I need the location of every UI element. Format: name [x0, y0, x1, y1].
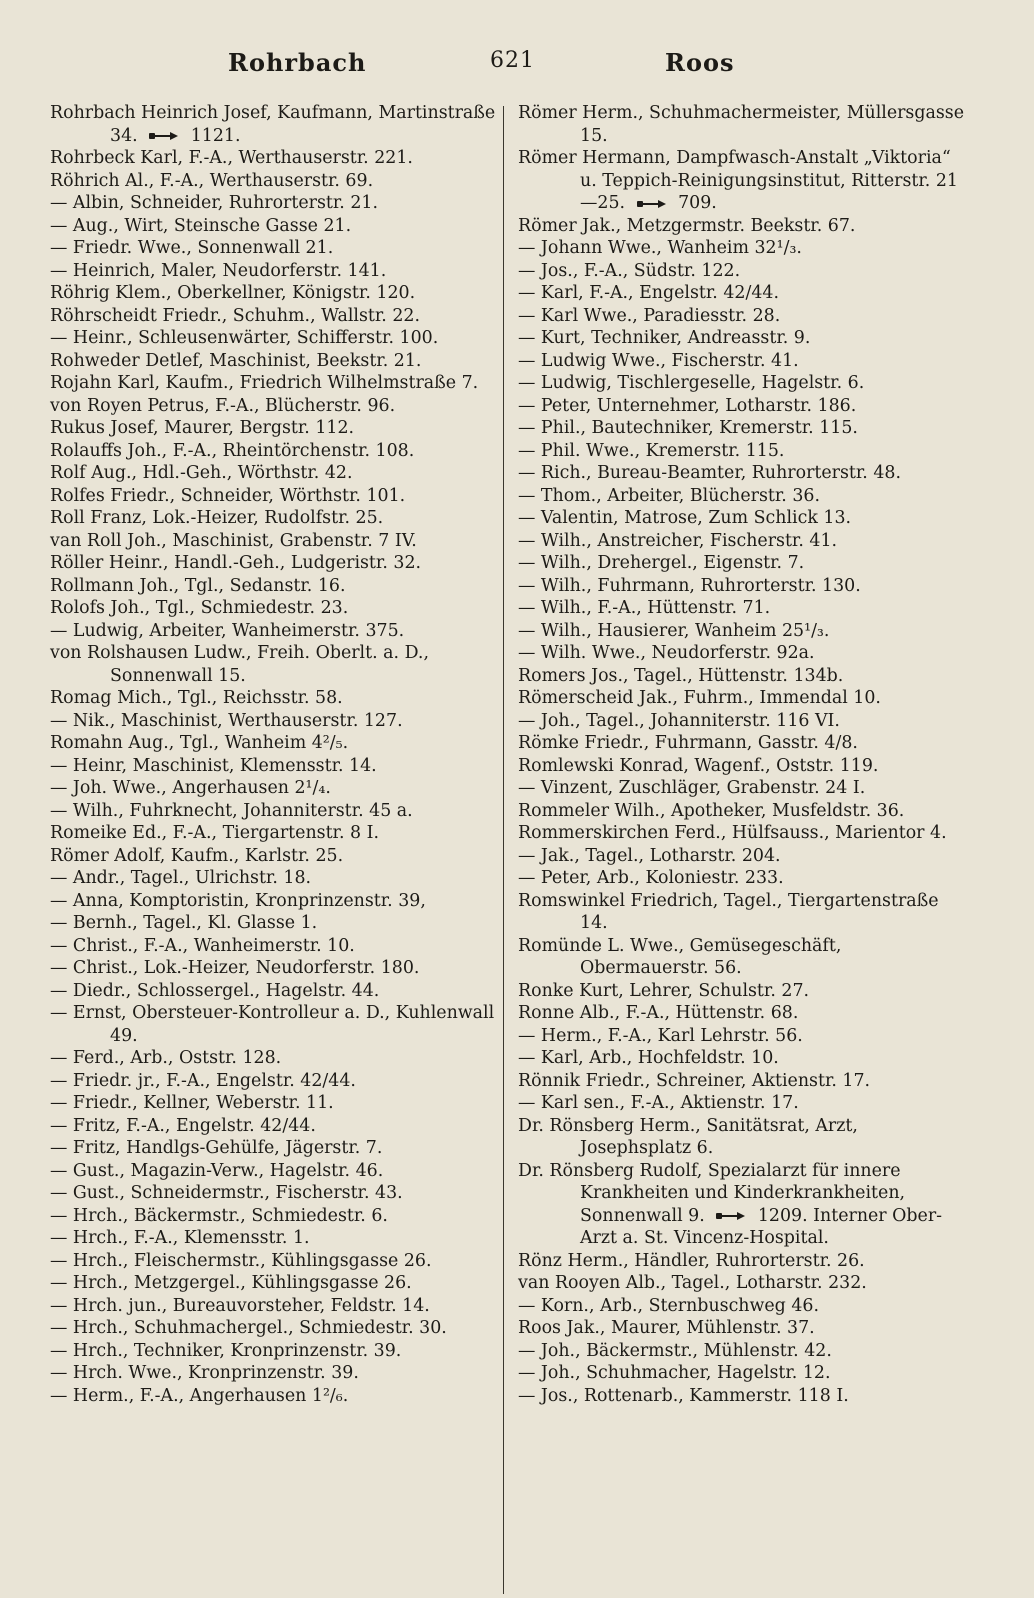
directory-entry — [50, 1070, 498, 1093]
directory-entry — [518, 1272, 970, 1295]
entry-text: — Aug., Wirt, Steinsche Gasse 21. — [50, 215, 352, 236]
entry-text: Roos Jak., Maurer, Mühlenstr. 37. — [518, 1318, 815, 1338]
directory-entry — [50, 1340, 498, 1363]
entry-text: Romeike Ed., F.-A., Tiergartenstr. 8 I. — [50, 823, 380, 843]
entry-text: 1121. — [185, 125, 241, 146]
entry-text: — Phil., Bautechniker, Kremerstr. 115. — [518, 418, 858, 438]
directory-entry — [50, 800, 498, 823]
entry-text: — Gust., Schneidermstr., Fischerstr. 43. — [50, 1183, 403, 1203]
entry-text: — Hrch., Bäckermstr., Schmiedestr. 6. — [50, 1205, 388, 1226]
entry-text: Rojahn Karl, Kaufm., Friedrich Wilhelmstraße 7. — [50, 373, 479, 393]
directory-entry — [50, 1295, 498, 1318]
entry-text: van Rooyen Alb., Tagel., Lotharstr. 232. — [518, 1273, 867, 1293]
directory-entry — [518, 575, 970, 598]
entry-text: Röller Heinr., Handl.-Geh., Ludgeristr. 32. — [50, 553, 422, 573]
directory-entry — [50, 102, 498, 147]
entry-text: Rommerskirchen Ferd., Hülfsauss., Marientor 4. — [518, 823, 947, 843]
directory-entry — [518, 215, 970, 238]
entry-text: — Kurt, Techniker, Andreasstr. 9. — [518, 328, 811, 348]
entry-text: Römer Jak., Metzgermstr. Beekstr. 67. — [518, 215, 856, 236]
directory-entry — [518, 1025, 970, 1048]
entry-text: — Peter, Arb., Koloniestr. 233. — [518, 868, 784, 888]
entry-text: — Jak., Tagel., Lotharstr. 204. — [518, 845, 781, 866]
entry-text: — Karl Wwe., Paradiesstr. 28. — [518, 305, 781, 326]
entry-text: — Ludwig, Arbeiter, Wanheimerstr. 375. — [50, 620, 405, 641]
directory-entry — [50, 1092, 498, 1115]
telephone-receiver-icon — [716, 1210, 746, 1222]
directory-entry — [518, 867, 970, 890]
directory-entry — [518, 980, 970, 1003]
entry-text: Rohrbeck Karl, F.-A., Werthauserstr. 221. — [50, 148, 413, 168]
entry-text: — Ludwig, Tischlergeselle, Hagelstr. 6. — [518, 373, 865, 393]
left-column — [50, 102, 498, 1407]
entry-text: Romag Mich., Tgl., Reichsstr. 58. — [50, 688, 343, 708]
telephone-receiver-icon — [149, 130, 179, 142]
entry-text: Rommeler Wilh., Apotheker, Musfeldstr. 36. — [518, 800, 905, 821]
running-head-right: Roos — [665, 48, 735, 77]
entry-text: — Diedr., Schlossergel., Hagelstr. 44. — [50, 980, 380, 1001]
entry-text: Rohrbach Heinrich Josef, Kaufmann, Martinstraße 34. — [50, 103, 496, 146]
directory-entry — [50, 912, 498, 935]
directory-entry — [50, 282, 498, 305]
directory-entry — [518, 1340, 970, 1363]
column-divider — [503, 106, 504, 1594]
directory-entry — [518, 1047, 970, 1070]
directory-entry — [518, 597, 970, 620]
directory-entry — [518, 1250, 970, 1273]
directory-entry — [518, 642, 970, 665]
directory-entry — [50, 1115, 498, 1138]
directory-entry — [50, 215, 498, 238]
directory-entry — [518, 1160, 970, 1250]
entry-text: Romswinkel Friedrich, Tagel., Tiergartenstraße 14. — [518, 890, 939, 933]
directory-entry — [50, 845, 498, 868]
entry-text: — Ferd., Arb., Oststr. 128. — [50, 1048, 282, 1068]
directory-entry — [518, 1002, 970, 1025]
entry-text: — Korn., Arb., Sternbuschweg 46. — [518, 1295, 819, 1316]
directory-entry — [50, 147, 498, 170]
directory-entry — [518, 372, 970, 395]
directory-entry — [50, 1205, 498, 1228]
entry-text: — Wilh., F.-A., Hüttenstr. 71. — [518, 598, 771, 618]
directory-entry — [50, 440, 498, 463]
entry-text: — Wilh., Anstreicher, Fischerstr. 41. — [518, 530, 838, 551]
directory-entry — [50, 1272, 498, 1295]
directory-entry — [518, 462, 970, 485]
entry-text: — Johann Wwe., Wanheim 32¹/₃. — [518, 238, 802, 258]
telephone-receiver-icon — [637, 198, 667, 210]
entry-text: — Thom., Arbeiter, Blücherstr. 36. — [518, 485, 820, 506]
entry-text: — Heinr., Schleusenwärter, Schifferstr. 100. — [50, 328, 439, 348]
directory-entry — [50, 777, 498, 800]
entry-text: — Fritz, Handlgs-Gehülfe, Jägerstr. 7. — [50, 1138, 383, 1158]
directory-entry — [50, 552, 498, 575]
directory-entry — [518, 1385, 970, 1408]
directory-entry — [518, 552, 970, 575]
directory-entry — [518, 530, 970, 553]
directory-entry — [50, 755, 498, 778]
directory-entry — [50, 1182, 498, 1205]
entry-text: — Gust., Magazin-Verw., Hagelstr. 46. — [50, 1160, 384, 1181]
entry-text: Röhrich Al., F.-A., Werthauserstr. 69. — [50, 170, 374, 191]
directory-entry — [518, 237, 970, 260]
directory-entry — [50, 327, 498, 350]
entry-text: — Wilh. Wwe., Neudorferstr. 92a. — [518, 643, 815, 663]
entry-text: Römke Friedr., Fuhrmann, Gasstr. 4/8. — [518, 733, 858, 753]
directory-entry — [518, 800, 970, 823]
entry-text: Römer Hermann, Dampfwasch-Anstalt „Viktoria“ u. Teppich-Reinigungsinstitut, Ritterstr. 21—25. — [518, 148, 958, 213]
directory-entry — [50, 890, 498, 913]
entry-text: — Hrch., F.-A., Klemensstr. 1. — [50, 1228, 310, 1248]
entry-text: — Herm., F.-A., Karl Lehrstr. 56. — [518, 1025, 803, 1046]
entry-text: — Bernh., Tagel., Kl. Glasse 1. — [50, 913, 318, 933]
entry-text: — Christ., Lok.-Heizer, Neudorferstr. 180. — [50, 958, 420, 978]
directory-entry — [50, 530, 498, 553]
entry-text: von Rolshausen Ludw., Freih. Oberlt. a. D., Sonnenwall 15. — [50, 643, 429, 686]
entry-text: — Karl, Arb., Hochfeldstr. 10. — [518, 1048, 779, 1068]
directory-entry — [518, 485, 970, 508]
entry-text: Ronke Kurt, Lehrer, Schulstr. 27. — [518, 980, 810, 1001]
directory-entry — [518, 417, 970, 440]
directory-entry — [518, 350, 970, 373]
directory-entry — [50, 192, 498, 215]
directory-entry — [518, 507, 970, 530]
directory-entry — [50, 935, 498, 958]
entry-text: — Joh. Wwe., Angerhausen 2¹/₄. — [50, 778, 331, 798]
directory-entry — [50, 642, 498, 687]
directory-entry — [518, 147, 970, 215]
entry-text: — Peter, Unternehmer, Lotharstr. 186. — [518, 395, 857, 416]
directory-entry — [50, 710, 498, 733]
entry-text: — Herm., F.-A., Angerhausen 1²/₆. — [50, 1385, 349, 1406]
directory-entry — [518, 890, 970, 935]
entry-text: Roll Franz, Lok.-Heizer, Rudolfstr. 25. — [50, 508, 384, 528]
entry-text: — Ernst, Obersteuer-Kontrolleur a. D., Kuhlenwall 49. — [50, 1003, 495, 1046]
entry-text: — Joh., Bäckermstr., Mühlenstr. 42. — [518, 1340, 832, 1361]
directory-entry — [518, 1115, 970, 1160]
entry-text: 1209. Interner Ober-Arzt a. St. Vincenz-Hospital. — [580, 1205, 943, 1248]
directory-entry — [50, 1047, 498, 1070]
entry-text: — Hrch., Schuhmachergel., Schmiedestr. 30. — [50, 1318, 447, 1338]
entry-text: Rönz Herm., Händler, Ruhrorterstr. 26. — [518, 1250, 865, 1271]
directory-entry — [518, 755, 970, 778]
directory-entry — [518, 1070, 970, 1093]
directory-entry — [50, 1227, 498, 1250]
directory-entry — [518, 327, 970, 350]
entry-text: — Christ., F.-A., Wanheimerstr. 10. — [50, 935, 355, 956]
directory-entry — [50, 372, 498, 395]
directory-entry — [50, 1002, 498, 1047]
entry-text: — Phil. Wwe., Kremerstr. 115. — [518, 440, 785, 461]
directory-entry — [518, 687, 970, 710]
entry-text: — Valentin, Matrose, Zum Schlick 13. — [518, 508, 852, 528]
entry-text: — Heinrich, Maler, Neudorferstr. 141. — [50, 260, 387, 281]
directory-entry — [518, 305, 970, 328]
directory-entry — [518, 260, 970, 283]
entry-text: — Jos., F.-A., Südstr. 122. — [518, 260, 741, 281]
directory-entry — [50, 822, 498, 845]
directory-entry — [518, 1295, 970, 1318]
directory-entry — [50, 170, 498, 193]
directory-entry — [50, 980, 498, 1003]
entry-text: van Roll Joh., Maschinist, Grabenstr. 7 IV. — [50, 530, 417, 551]
entry-text: — Hrch., Metzgergel., Kühlingsgasse 26. — [50, 1273, 412, 1293]
right-column — [518, 102, 970, 1407]
directory-entry — [50, 732, 498, 755]
entry-text: — Wilh., Fuhrknecht, Johanniterstr. 45 a. — [50, 800, 413, 821]
entry-text: — Joh., Tagel., Johanniterstr. 116 VI. — [518, 710, 840, 731]
entry-text: Dr. Rönsberg Herm., Sanitätsrat, Arzt, Josephsplatz 6. — [518, 1115, 858, 1158]
directory-entry — [518, 777, 970, 800]
directory-entry — [50, 1160, 498, 1183]
entry-text: Rolfes Friedr., Schneider, Wörthstr. 101. — [50, 485, 406, 506]
directory-entry — [50, 620, 498, 643]
entry-text: — Friedr. jr., F.-A., Engelstr. 42/44. — [50, 1070, 356, 1091]
directory-entry — [50, 485, 498, 508]
entry-text: — Karl, F.-A., Engelstr. 42/44. — [518, 283, 780, 303]
directory-entry — [50, 305, 498, 328]
directory-entry — [518, 282, 970, 305]
entry-text: — Friedr. Wwe., Sonnenwall 21. — [50, 238, 334, 258]
entry-text: Romünde L. Wwe., Gemüsegeschäft, Obermauerstr. 56. — [518, 935, 842, 978]
directory-entry — [50, 237, 498, 260]
entry-text: — Heinr, Maschinist, Klemensstr. 14. — [50, 755, 377, 776]
entry-text: — Vinzent, Zuschläger, Grabenstr. 24 I. — [518, 778, 866, 798]
page-number: 621 — [490, 48, 535, 73]
entry-text: — Karl sen., F.-A., Aktienstr. 17. — [518, 1093, 799, 1113]
entry-text: — Albin, Schneider, Ruhrorterstr. 21. — [50, 193, 378, 213]
entry-text: Rolofs Joh., Tgl., Schmiedestr. 23. — [50, 598, 349, 618]
entry-text: — Rich., Bureau-Beamter, Ruhrorterstr. 48. — [518, 463, 902, 483]
entry-text: — Friedr., Kellner, Weberstr. 11. — [50, 1093, 334, 1113]
entry-text: Romlewski Konrad, Wagenf., Oststr. 119. — [518, 755, 879, 776]
entry-text: Rohweder Detlef, Maschinist, Beekstr. 21. — [50, 350, 422, 371]
directory-entry — [50, 687, 498, 710]
entry-text: — Hrch. jun., Bureauvorsteher, Feldstr. 14. — [50, 1295, 430, 1316]
entry-text: Rukus Josef, Maurer, Bergstr. 112. — [50, 418, 355, 438]
directory-entry — [518, 102, 970, 147]
directory-entry — [50, 957, 498, 980]
entry-text: Dr. Rönsberg Rudolf, Spezialarzt für innere Krankheiten und Kinderkrankheiten, Sonnenwall 9. — [518, 1160, 906, 1226]
entry-text: Römerscheid Jak., Fuhrm., Immendal 10. — [518, 688, 881, 708]
entry-text: — Wilh., Hausierer, Wanheim 25¹/₃. — [518, 620, 830, 641]
running-head-left: Rohrbach — [228, 48, 367, 77]
entry-text: Romers Jos., Tagel., Hüttenstr. 134b. — [518, 665, 844, 686]
entry-text: Rolauffs Joh., F.-A., Rheintörchenstr. 108. — [50, 440, 415, 461]
entry-text: — Hrch., Techniker, Kronprinzenstr. 39. — [50, 1340, 402, 1361]
directory-entry — [518, 620, 970, 643]
page-header — [0, 48, 1034, 88]
entry-text: Rönnik Friedr., Schreiner, Aktienstr. 17. — [518, 1070, 871, 1091]
directory-entry — [518, 440, 970, 463]
directory-entry — [50, 395, 498, 418]
entry-text: Romahn Aug., Tgl., Wanheim 4²/₅. — [50, 733, 349, 753]
entry-text: Röhrscheidt Friedr., Schuhm., Wallstr. 22. — [50, 305, 421, 326]
entry-text: — Hrch., Fleischermstr., Kühlingsgasse 26. — [50, 1250, 432, 1271]
directory-entry — [50, 507, 498, 530]
directory-entry — [518, 665, 970, 688]
directory-entry — [518, 935, 970, 980]
entry-text: — Andr., Tagel., Ulrichstr. 18. — [50, 868, 312, 888]
directory-entry — [518, 845, 970, 868]
entry-text: — Jos., Rottenarb., Kammerstr. 118 I. — [518, 1385, 849, 1406]
entry-text: Ronne Alb., F.-A., Hüttenstr. 68. — [518, 1003, 799, 1023]
directory-entry — [518, 1362, 970, 1385]
directory-entry — [518, 1092, 970, 1115]
entry-text: Röhrig Klem., Oberkellner, Königstr. 120. — [50, 283, 416, 303]
directory-entry — [50, 1317, 498, 1340]
directory-entry — [50, 1362, 498, 1385]
directory-entry — [50, 867, 498, 890]
directory-entry — [50, 575, 498, 598]
entry-text: — Wilh., Drehergel., Eigenstr. 7. — [518, 553, 805, 573]
entry-text: von Royen Petrus, F.-A., Blücherstr. 96. — [50, 395, 396, 416]
entry-text: Römer Adolf, Kaufm., Karlstr. 25. — [50, 845, 344, 866]
entry-text: 709. — [672, 193, 717, 213]
directory-entry — [50, 417, 498, 440]
entry-text: — Joh., Schuhmacher, Hagelstr. 12. — [518, 1363, 831, 1383]
directory-entry — [518, 395, 970, 418]
entry-text: — Fritz, F.-A., Engelstr. 42/44. — [50, 1115, 316, 1136]
entry-text: — Ludwig Wwe., Fischerstr. 41. — [518, 350, 799, 371]
entry-text: Rollmann Joh., Tgl., Sedanstr. 16. — [50, 575, 346, 596]
directory-entry — [50, 1250, 498, 1273]
directory-entry — [518, 822, 970, 845]
directory-entry — [50, 597, 498, 620]
directory-entry — [50, 260, 498, 283]
entry-text: — Nik., Maschinist, Werthauserstr. 127. — [50, 710, 403, 731]
directory-entry — [518, 710, 970, 733]
directory-entry — [50, 462, 498, 485]
directory-entry — [50, 1385, 498, 1408]
directory-entry — [518, 1317, 970, 1340]
directory-entry — [50, 1137, 498, 1160]
entry-text: — Wilh., Fuhrmann, Ruhrorterstr. 130. — [518, 575, 861, 596]
entry-text: Römer Herm., Schuhmachermeister, Müllersgasse 15. — [518, 103, 964, 146]
entry-text: Rolf Aug., Hdl.-Geh., Wörthstr. 42. — [50, 463, 353, 483]
entry-text: — Hrch. Wwe., Kronprinzenstr. 39. — [50, 1363, 359, 1383]
directory-entry — [50, 350, 498, 373]
directory-entry — [518, 732, 970, 755]
entry-text: — Anna, Komptoristin, Kronprinzenstr. 39, — [50, 890, 426, 911]
